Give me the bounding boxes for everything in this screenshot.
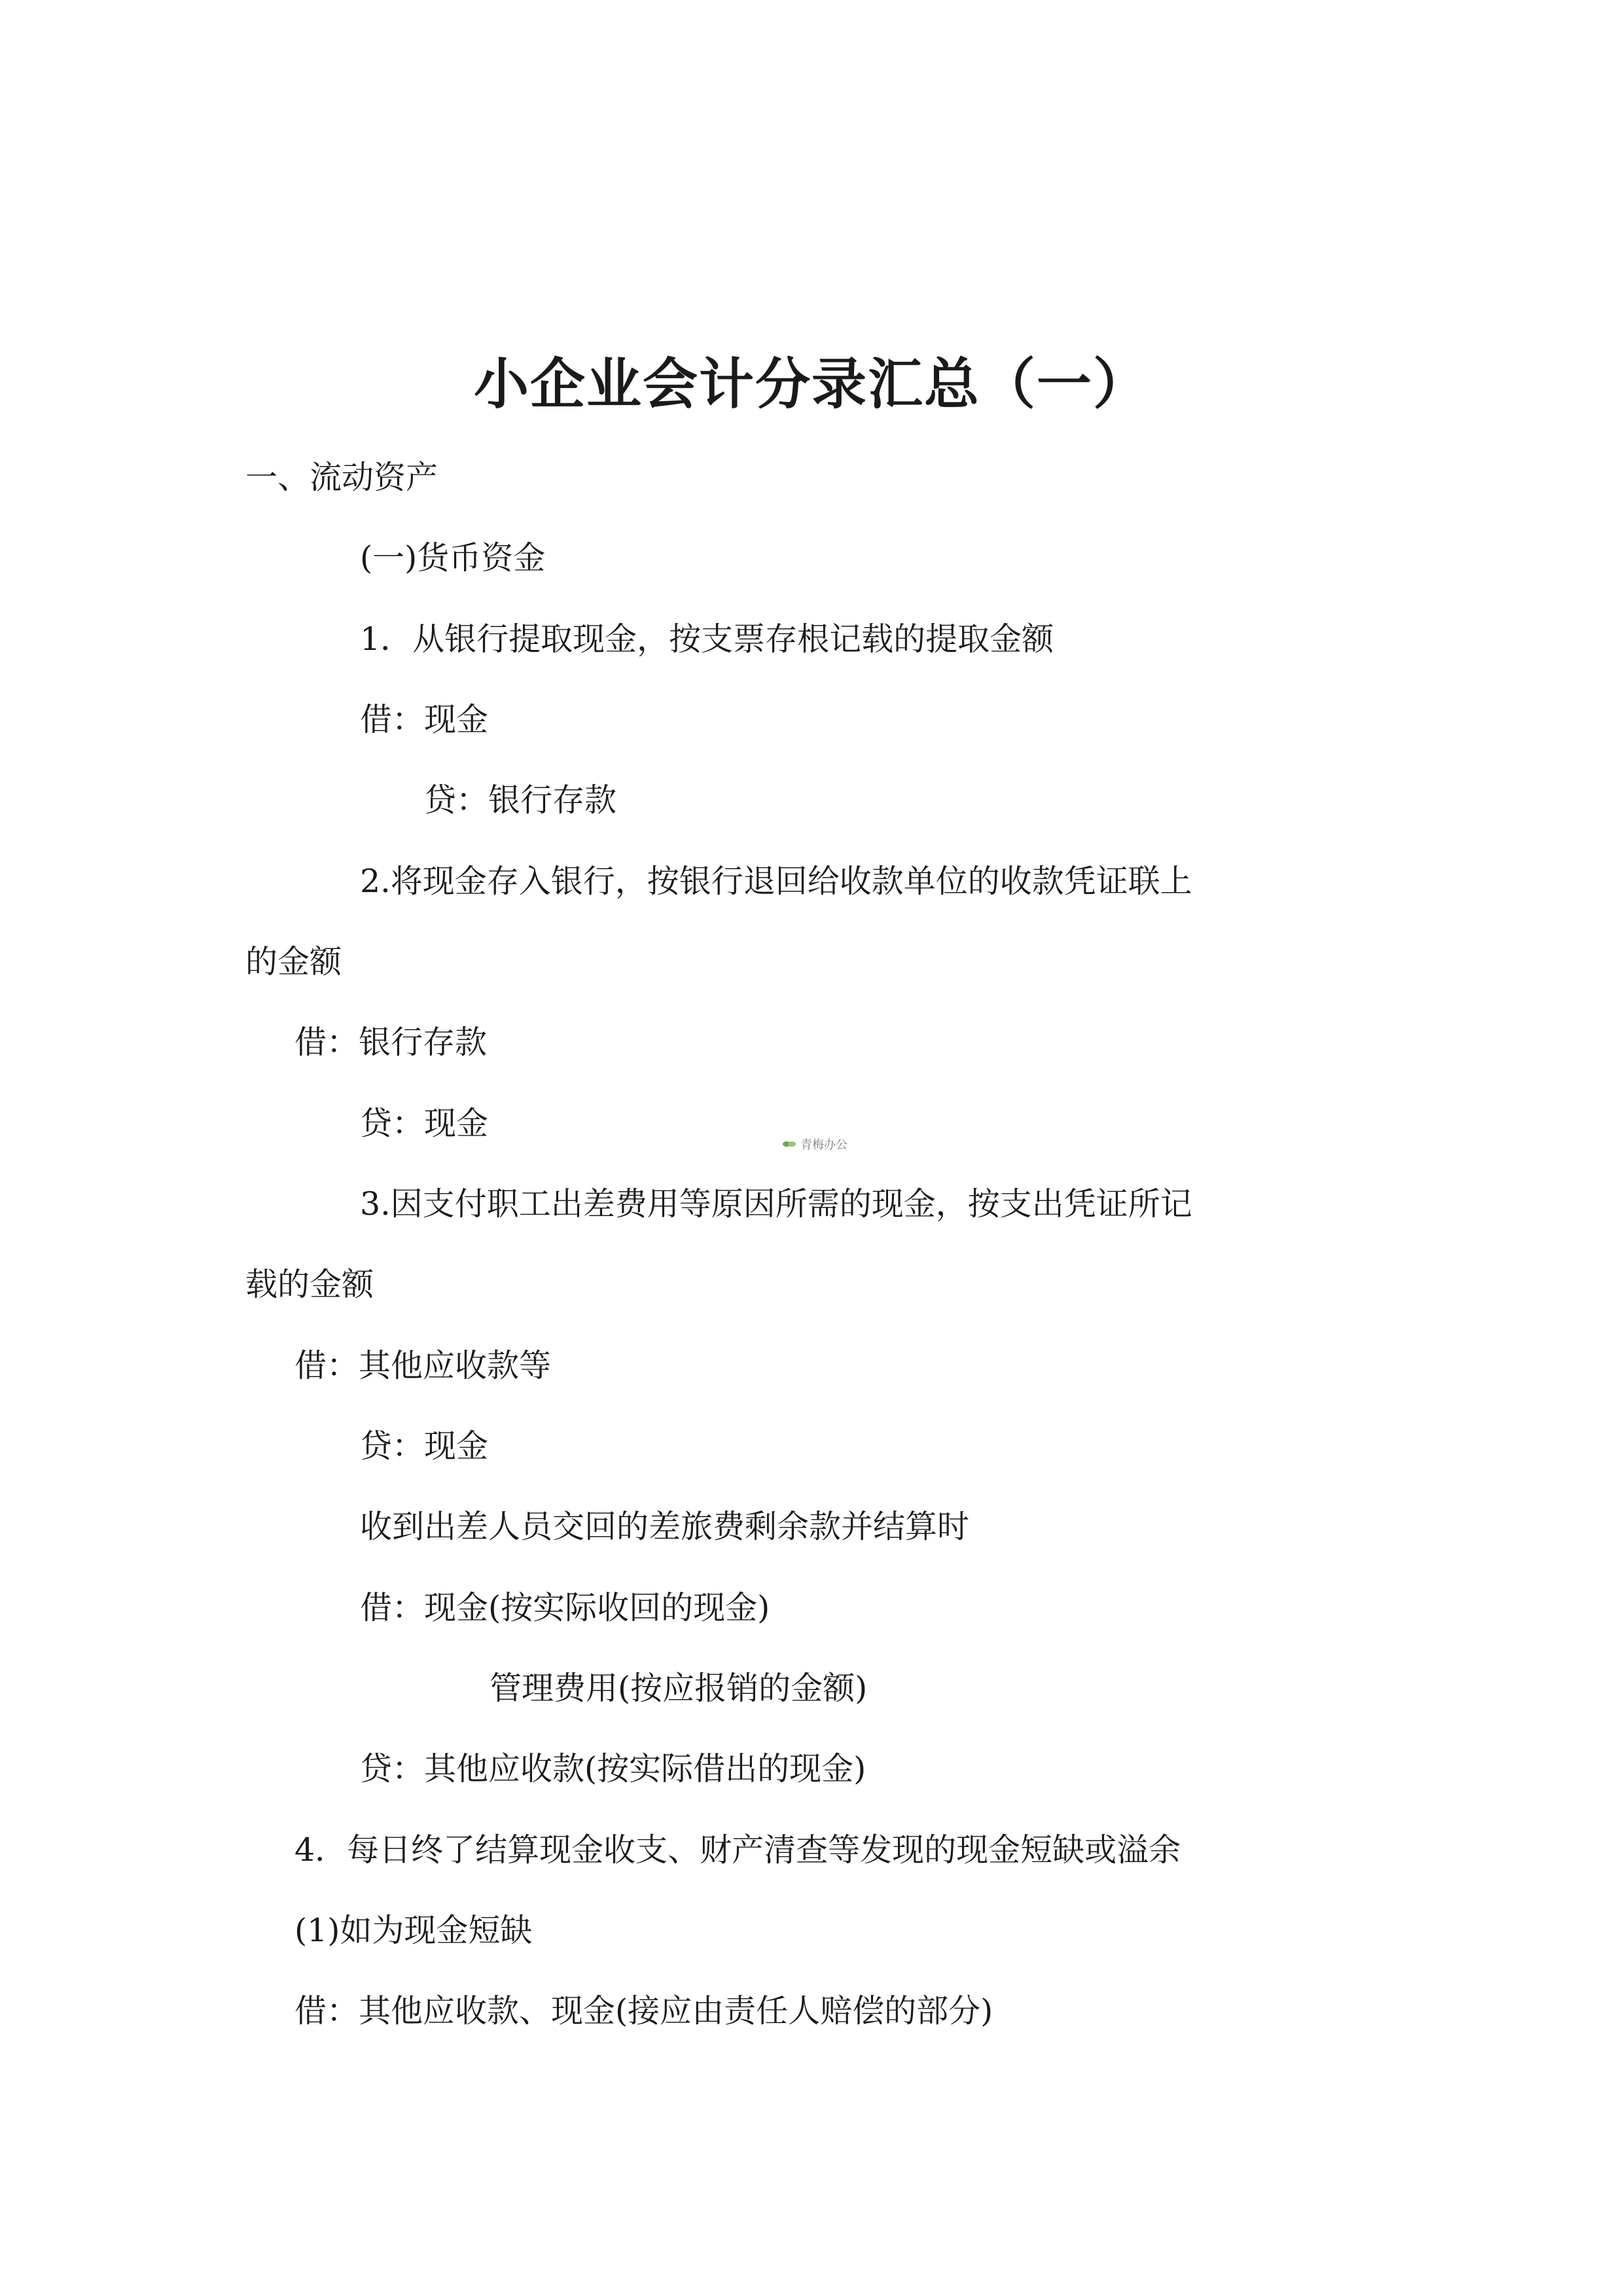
watermark-text: 青梅办公 xyxy=(800,1138,847,1152)
credit-entry: 贷：现金 xyxy=(360,1427,489,1465)
section-heading: 一、流动资产 xyxy=(245,459,438,496)
debit-entry: 借：现金(按实际收回的现金) xyxy=(360,1589,770,1626)
debit-entry: 借：银行存款 xyxy=(294,1024,488,1061)
item-heading: 1．从银行提取现金，按支票存根记载的提取金额 xyxy=(360,620,1054,658)
subsection-heading: (一)货币资金 xyxy=(360,539,546,577)
credit-entry: 贷：其他应收款(按实际借出的现金) xyxy=(360,1750,866,1787)
page-title: 小企业会计分录汇总（一） xyxy=(473,352,1149,416)
credit-entry: 贷：现金 xyxy=(360,1105,489,1142)
debit-entry: 借：其他应收款、现金(接应由责任人赔偿的部分) xyxy=(294,1992,993,2030)
watermark xyxy=(782,1136,847,1153)
item-heading-continued: 的金额 xyxy=(245,943,342,980)
debit-entry-continued: 管理费用(按应报销的金额) xyxy=(490,1670,868,1707)
item-heading-continued: 载的金额 xyxy=(245,1266,374,1303)
debit-entry: 借：其他应收款等 xyxy=(294,1347,552,1384)
note-text: 收到出差人员交回的差旅费剩余款并结算时 xyxy=(360,1508,970,1545)
debit-entry: 借：现金 xyxy=(360,701,489,738)
case-heading: (1)如为现金短缺 xyxy=(294,1912,533,1949)
leaf-logo-icon xyxy=(782,1139,796,1149)
item-heading: 4．每日终了结算现金收支、财产清查等发现的现金短缺或溢余 xyxy=(294,1831,1181,1869)
credit-entry: 贷：银行存款 xyxy=(424,781,617,819)
item-heading: 3.因支付职工出差费用等原因所需的现金，按支出凭证所记 xyxy=(360,1185,1192,1223)
item-heading: 2.将现金存入银行，按银行退回给收款单位的收款凭证联上 xyxy=(360,863,1192,900)
